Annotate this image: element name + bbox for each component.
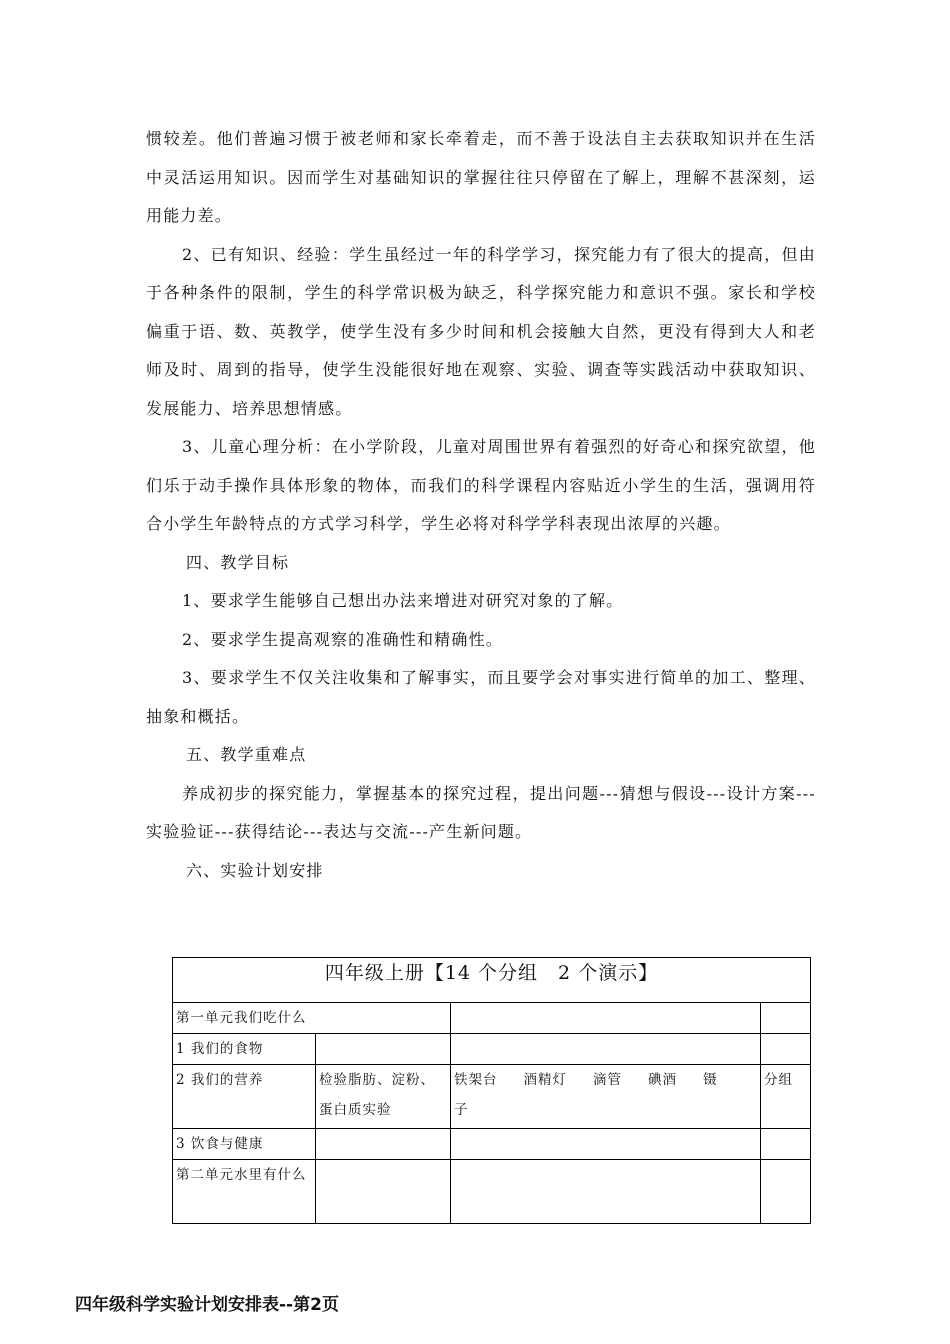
type-cell: [761, 1003, 811, 1034]
heading-teaching-goals: 四、教学目标: [186, 552, 290, 572]
paragraph-study-habits: 惯较差。他们普遍习惯于被老师和家长牵着走，而不善于设法自主去获取知识并在生活中灵活运用知识。因而学生对基础知识的掌握往往只停留在了解上，理解不甚深刻，运用能力差。: [146, 129, 816, 225]
heading-key-points: 五、教学重难点: [186, 745, 307, 764]
goal-item-2: 2、要求学生提高观察的准确性和精确性。: [182, 629, 503, 649]
table-row: [173, 1160, 811, 1224]
body-text: [146, 120, 816, 890]
equipment-item: 滴管: [593, 1072, 622, 1088]
equipment-cell: [451, 1003, 761, 1034]
equipment-item: 碘酒: [648, 1072, 677, 1088]
experiment-cell: [316, 1034, 451, 1065]
table-row: [173, 1003, 811, 1034]
lesson-cell: 第一单元我们吃什么: [173, 1003, 451, 1034]
type-cell: [761, 1129, 811, 1160]
equipment-cell: [451, 1129, 761, 1160]
paragraph-child-psychology: 3、儿童心理分析：在小学阶段，儿童对周围世界有着强烈的好奇心和探究欲望，他们乐于动手操作具体形象的物体，而我们的科学课程内容贴近小学生的生活，强调用符合小学生年龄特点的方式学习科学，学生必将对科学学科表现出浓厚的兴趣。: [146, 437, 816, 533]
paragraph-prior-knowledge: 2、已有知识、经验：学生虽经过一年的科学学习，探究能力有了很大的提高，但由于各种条件的限制，学生的科学常识极为缺乏，科学探究能力和意识不强。家长和学校偏重于语、数、英教学，使学生没有多少时间和机会接触大自然，更没有得到大人和老师及时、周到的指导，使学生没能很好地在观察、实验、调查等实践活动中获取知识、发展能力、培养思想情感。: [146, 244, 816, 418]
goal-item-3: 3、要求学生不仅关注收集和了解事实，而且要学会对事实进行简单的加工、整理、抽象和概括。: [146, 668, 816, 726]
experiment-plan-table: [172, 957, 811, 1224]
table-row: [173, 1034, 811, 1065]
type-cell: 分组: [761, 1065, 811, 1129]
key-points-text: 养成初步的探究能力，掌握基本的探究过程，提出问题---猜想与假设---设计方案---实验验证---获得结论---表达与交流---产生新问题。: [146, 783, 816, 841]
experiment-cell: [316, 1129, 451, 1160]
goal-item-1: 1、要求学生能够自己想出办法来增进对研究对象的了解。: [182, 591, 624, 610]
equipment-item: 酒精灯: [523, 1072, 567, 1088]
experiment-cell: 检验脂肪、淀粉、蛋白质实验: [316, 1065, 451, 1129]
page-footer: 四年级科学实验计划安排表--第2页: [75, 1295, 339, 1315]
table-title: 四年级上册【14 个分组 2 个演示】: [173, 958, 811, 1003]
lesson-cell: 2 我们的营养: [173, 1065, 316, 1129]
experiment-cell: [316, 1160, 451, 1224]
equipment-cell: [451, 1160, 761, 1224]
lesson-cell: 第二单元水里有什么: [173, 1160, 316, 1224]
table-row: [173, 1065, 811, 1129]
lesson-cell: 1 我们的食物: [173, 1034, 316, 1065]
type-cell: [761, 1034, 811, 1065]
lesson-cell: 3 饮食与健康: [173, 1129, 316, 1160]
type-cell: [761, 1160, 811, 1224]
equipment-item: 镊子: [454, 1072, 718, 1118]
equipment-cell: [451, 1034, 761, 1065]
heading-experiment-plan: 六、实验计划安排: [186, 860, 324, 880]
table-row: [173, 1129, 811, 1160]
equipment-item: 铁架台: [454, 1072, 498, 1088]
equipment-cell: [451, 1065, 761, 1129]
